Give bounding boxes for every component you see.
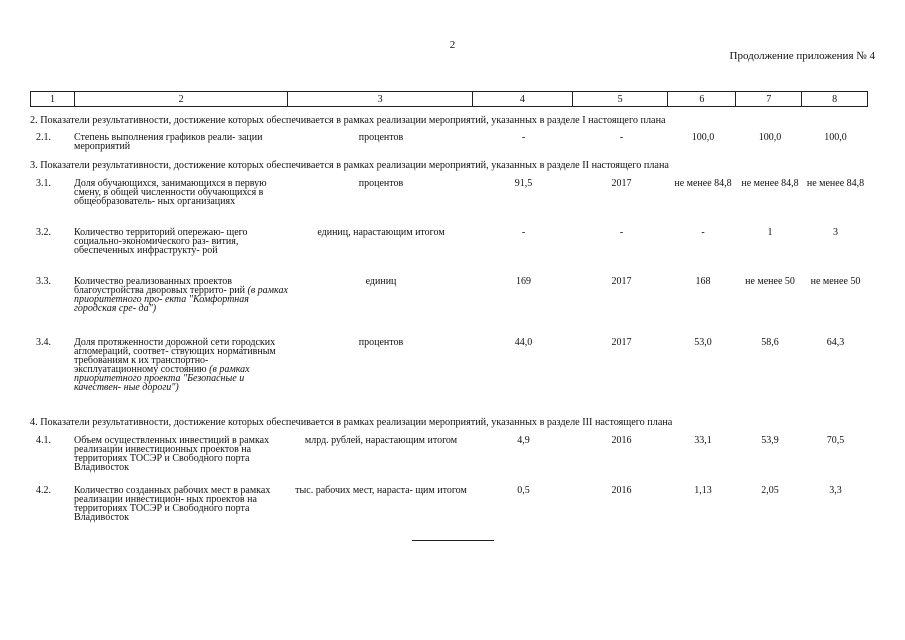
row-base-value: 44,0 xyxy=(514,337,533,348)
header-col-6: 6 xyxy=(668,92,736,106)
row-value-col7: не менее 50 xyxy=(745,276,795,287)
end-rule xyxy=(412,540,494,541)
row-value-col8: 3,3 xyxy=(829,485,842,496)
row-value-col7: 100,0 xyxy=(758,132,782,143)
row-base-year: - xyxy=(619,227,624,238)
row-value-col7: 53,9 xyxy=(761,435,779,446)
row-number: 3.3. xyxy=(36,276,51,287)
header-col-7: 7 xyxy=(736,92,802,106)
header-col-1: 1 xyxy=(31,92,75,106)
row-unit: единиц, нарастающим итогом xyxy=(317,227,445,238)
row-value-col6: - xyxy=(701,227,705,238)
row-value-col8: 70,5 xyxy=(826,435,845,446)
row-value-col6: 100,0 xyxy=(691,132,715,143)
row-value-col7: 58,6 xyxy=(761,337,779,348)
row-base-value: 4,9 xyxy=(517,435,530,446)
section-title: 3. Показатели результативности, достижение которых обеспечивается в рамках реализации мероприятий, указанных в разделе II настоящего плана xyxy=(30,160,669,171)
row-indicator: Доля протяженности дорожной сети городских агломераций, соответ- ствующих нормативным требованиям к их транспортно-эксплуатационному состоянию (в рамках приоритетного проекта "Безопасные и качествен- ные дороги") xyxy=(74,337,276,393)
row-value-col8: не менее 84,8 xyxy=(806,178,865,189)
row-number: 3.4. xyxy=(36,337,51,348)
row-base-value: 169 xyxy=(516,276,531,287)
row-value-col7: 1 xyxy=(767,227,773,238)
row-base-value: - xyxy=(521,132,526,143)
row-indicator: Количество созданных рабочих мест в рамках реализации инвестицион- ных проектов на территориях ТОСЭР и Свободного порта Владивосток xyxy=(74,485,271,523)
row-unit: процентов xyxy=(358,178,404,189)
header-col-3: 3 xyxy=(288,92,473,106)
row-base-year: - xyxy=(619,132,624,143)
appendix-title: Продолжение приложения № 4 xyxy=(729,50,875,62)
row-unit: тыс. рабочих мест, нараста- щим итогом xyxy=(295,485,467,496)
row-base-year: 2017 xyxy=(611,337,632,348)
row-base-value: 0,5 xyxy=(517,485,530,496)
row-number: 4.1. xyxy=(36,435,51,446)
row-base-year: 2016 xyxy=(611,435,632,446)
row-indicator: Объем осуществленных инвестиций в рамках реализации инвестиционных проектов на территориях ТОСЭР и Свободного порта Владивосток xyxy=(74,435,270,473)
row-value-col7: 2,05 xyxy=(761,485,779,496)
row-base-year: 2017 xyxy=(611,276,632,287)
header-col-2: 2 xyxy=(75,92,288,106)
row-value-col6: 1,13 xyxy=(694,485,712,496)
row-unit: единиц xyxy=(365,276,397,287)
row-base-year: 2016 xyxy=(611,485,632,496)
row-unit: млрд. рублей, нарастающим итогом xyxy=(304,435,458,446)
row-indicator: Доля обучающихся, занимающихся в первую смену, в общей численности обучающихся в общеобразователь- ных организациях xyxy=(74,178,267,207)
row-value-col8: 100,0 xyxy=(824,132,847,143)
row-base-year: 2017 xyxy=(611,178,632,189)
table-header xyxy=(30,91,868,107)
row-indicator: Количество реализованных проектов благоустройства дворовых террито- рий (в рамках приоритетного про- екта "Комфортная городская сре- да") xyxy=(74,276,288,314)
header-col-4: 4 xyxy=(473,92,573,106)
row-number: 3.1. xyxy=(36,178,51,189)
row-value-col6: 53,0 xyxy=(694,337,712,348)
row-base-value: 91,5 xyxy=(514,178,533,189)
row-unit: процентов xyxy=(358,337,404,348)
row-indicator: Количество территорий опережаю- щего социально-экономического раз- вития, обеспеченных инфраструкту- рой xyxy=(74,227,248,256)
row-value-col7: не менее 84,8 xyxy=(741,178,799,189)
row-value-col6: не менее 84,8 xyxy=(674,178,732,189)
row-number: 2.1. xyxy=(36,132,51,143)
row-value-col6: 33,1 xyxy=(694,435,712,446)
row-unit: процентов xyxy=(358,132,404,143)
row-indicator: Степень выполнения графиков реали- зации мероприятий xyxy=(74,132,263,152)
section-title: 2. Показатели результативности, достижение которых обеспечивается в рамках реализации мероприятий, указанных в разделе I настоящего плана xyxy=(30,115,666,126)
row-value-col6: 168 xyxy=(695,276,711,287)
row-value-col8: не менее 50 xyxy=(810,276,861,287)
section-title: 4. Показатели результативности, достижение которых обеспечивается в рамках реализации мероприятий, указанных в разделе III настоящего плана xyxy=(30,417,673,428)
row-value-col8: 3 xyxy=(833,227,838,238)
row-number: 4.2. xyxy=(36,485,51,496)
page-number: 2 xyxy=(449,39,456,51)
header-col-8: 8 xyxy=(832,93,838,105)
row-number: 3.2. xyxy=(36,227,51,238)
header-col-5: 5 xyxy=(573,92,669,106)
row-value-col8: 64,3 xyxy=(826,337,845,348)
row-base-value: - xyxy=(521,227,526,238)
